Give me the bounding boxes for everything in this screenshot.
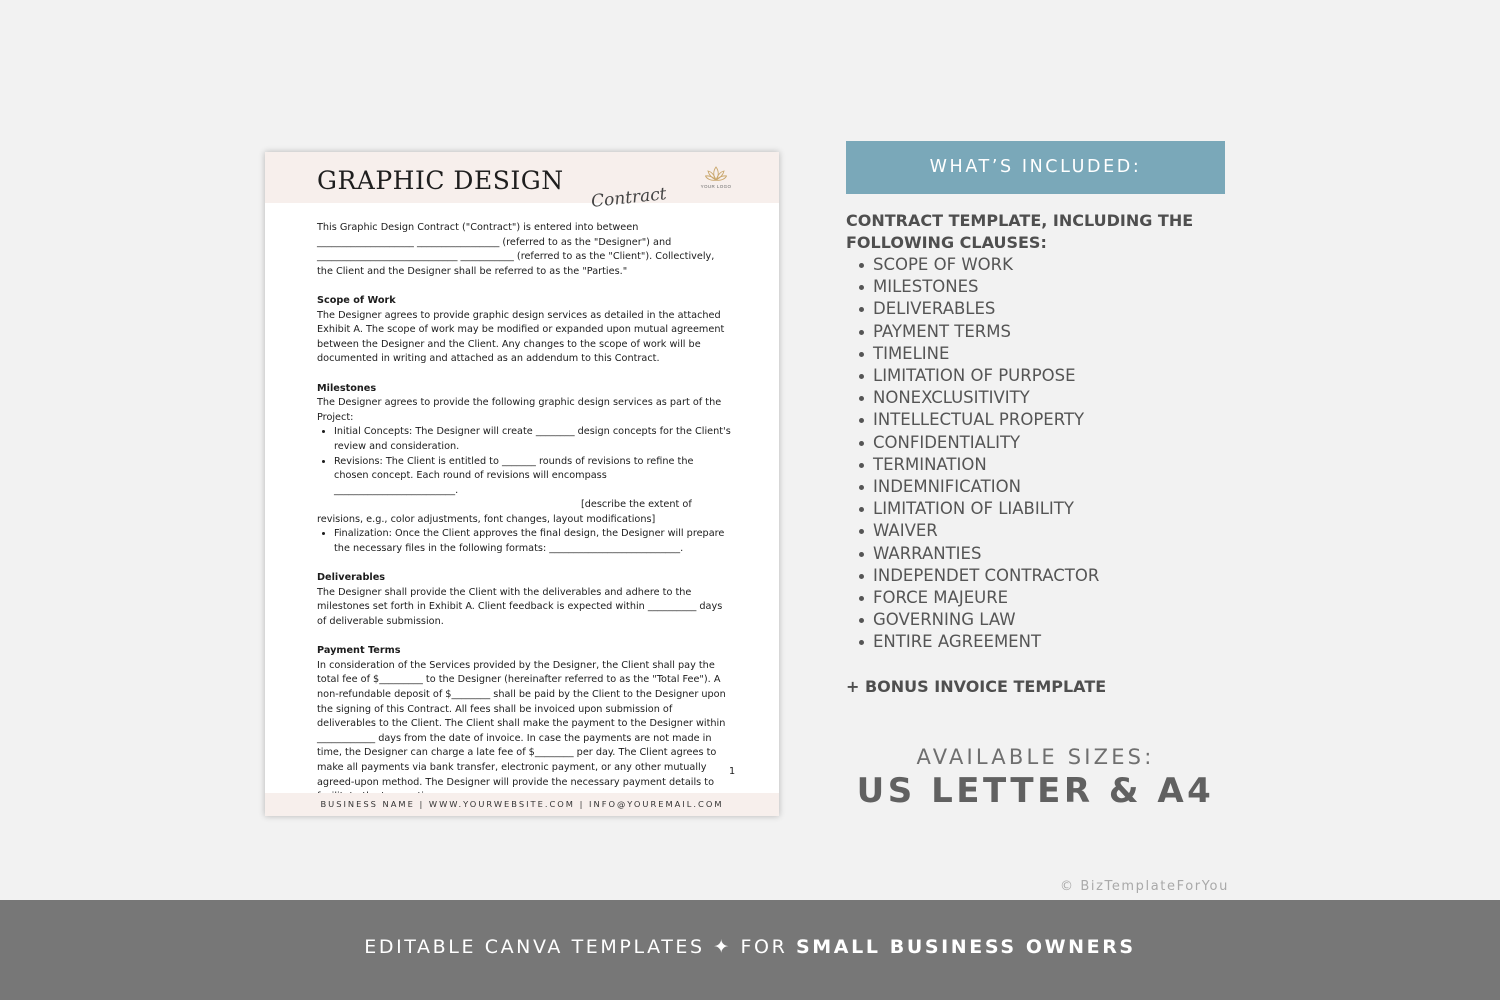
section-text-deliverables: The Designer shall provide the Client with the deliverables and adhere to the milestones set forth in Exhibit A. Client feedback is expected within __________ days of deliverable submission. — [317, 586, 723, 628]
clause-item: FORCE MAJEURE — [873, 587, 1099, 609]
section-heading-payment: Payment Terms — [317, 645, 401, 657]
clause-item: WAIVER — [873, 520, 1099, 542]
clause-item: INTELLECTUAL PROPERTY — [873, 409, 1099, 431]
contract-footer: BUSINESS NAME | WWW.YOURWEBSITE.COM | INFO@YOUREMAIL.COM — [265, 793, 779, 816]
included-intro: CONTRACT TEMPLATE, INCLUDING THE FOLLOWING CLAUSES: — [846, 211, 1194, 253]
contract-intro: This Graphic Design Contract ("Contract") is entered into between ____________________ _________________ (referred to as the "Designer") and _____________________________ ___________ (referred to as the "Client"). Collectively, the Client and the Designer shall be referred to as the "Parties." — [317, 222, 715, 277]
bottom-banner-part1: EDITABLE CANVA TEMPLATES — [364, 936, 705, 958]
clause-item: SCOPE OF WORK — [873, 254, 1099, 276]
contract-title: GRAPHIC DESIGN — [317, 166, 564, 195]
clause-item: DELIVERABLES — [873, 298, 1099, 320]
bottom-banner-part2: FOR — [740, 936, 797, 958]
sizes-label: AVAILABLE SIZES: — [916, 745, 1155, 769]
copyright-text: © BizTemplateForYou — [1060, 879, 1229, 894]
milestone-continuation: [describe the extent of — [581, 499, 692, 511]
bottom-banner-text — [0, 936, 1500, 958]
section-heading-milestones: Milestones — [317, 382, 377, 394]
sizes-value: US LETTER & A4 — [856, 771, 1215, 811]
clause-item: LIMITATION OF PURPOSE — [873, 365, 1099, 387]
clause-item: PAYMENT TERMS — [873, 321, 1099, 343]
milestone-continuation: revisions, e.g., color adjustments, font changes, layout modifications] — [317, 513, 656, 525]
clause-item: GOVERNING LAW — [873, 609, 1099, 631]
clause-item: INDEPENDET CONTRACTOR — [873, 565, 1099, 587]
milestone-list — [317, 527, 731, 556]
clause-item: TIMELINE — [873, 343, 1099, 365]
whats-included-banner: WHAT’S INCLUDED: — [846, 141, 1225, 194]
section-heading-scope: Scope of Work — [317, 294, 396, 306]
contract-page — [265, 152, 779, 816]
clause-item: INDEMNIFICATION — [873, 476, 1099, 498]
clause-list — [846, 254, 1099, 654]
clause-item: ENTIRE AGREEMENT — [873, 631, 1099, 653]
contract-body — [317, 221, 731, 805]
contract-header — [265, 152, 779, 212]
bonus-text: + BONUS INVOICE TEMPLATE — [846, 677, 1107, 696]
clause-item: LIMITATION OF LIABILITY — [873, 498, 1099, 520]
clause-item: CONFIDENTIALITY — [873, 432, 1099, 454]
clause-item: MILESTONES — [873, 276, 1099, 298]
section-text-payment: In consideration of the Services provided by the Designer, the Client shall pay the total fee of $_________ to the Designer (hereinafter referred to as the "Total Fee"). A non-refundable deposit of $________ shall be paid by the Client to the Designer upon the signing of this Contract. All fees shall be invoiced upon submission of deliverables to the Client. The Client shall make the payment to the Designer within ____________ days from the date of invoice. In case the payments are not made in time, the Designer can charge a late fee of $________ per day. The Client agrees to make all payments via bank transfer, electronic payment, or any other mutually agreed-upon method. The Designer will provide the necessary payment details to — [317, 659, 726, 788]
milestone-list — [317, 425, 731, 498]
clause-item: WARRANTIES — [873, 543, 1099, 565]
lotus-icon — [705, 165, 727, 183]
section-text-milestones: The Designer agrees to provide the following graphic design services as part of the Project: — [317, 397, 722, 423]
page-number: 1 — [729, 766, 736, 777]
clause-item: NONEXCLUSITIVITY — [873, 387, 1099, 409]
milestone-item: • Initial Concepts: The Designer will create ________ design concepts for the Client's review and consideration. — [334, 425, 731, 454]
section-heading-deliverables: Deliverables — [317, 572, 386, 584]
milestone-item: • Revisions: The Client is entitled to _______ rounds of revisions to refine the chosen concept. Each round of revisions will encompass _________________________. — [334, 455, 731, 499]
contract-script-word: Contract — [590, 184, 668, 212]
bottom-banner — [0, 900, 1500, 1000]
bottom-banner-part3: SMALL BUSINESS OWNERS — [796, 936, 1136, 958]
logo — [699, 165, 733, 189]
clause-item: TERMINATION — [873, 454, 1099, 476]
logo-text: YOUR LOGO — [700, 184, 732, 189]
sparkle-separator: ✦ — [704, 936, 741, 958]
section-text-scope: The Designer agrees to provide graphic design services as detailed in the attached Exhibit A. The scope of work may be modified or expanded upon mutual agreement between the Designer and the Client. Any changes to the scope of work will be documented in writing and attached as an addendum to this Contract. — [317, 309, 725, 365]
milestone-item: • Finalization: Once the Client approves the final design, the Designer will prepare the necessary files in the following formats: ___________________________. — [334, 527, 731, 556]
